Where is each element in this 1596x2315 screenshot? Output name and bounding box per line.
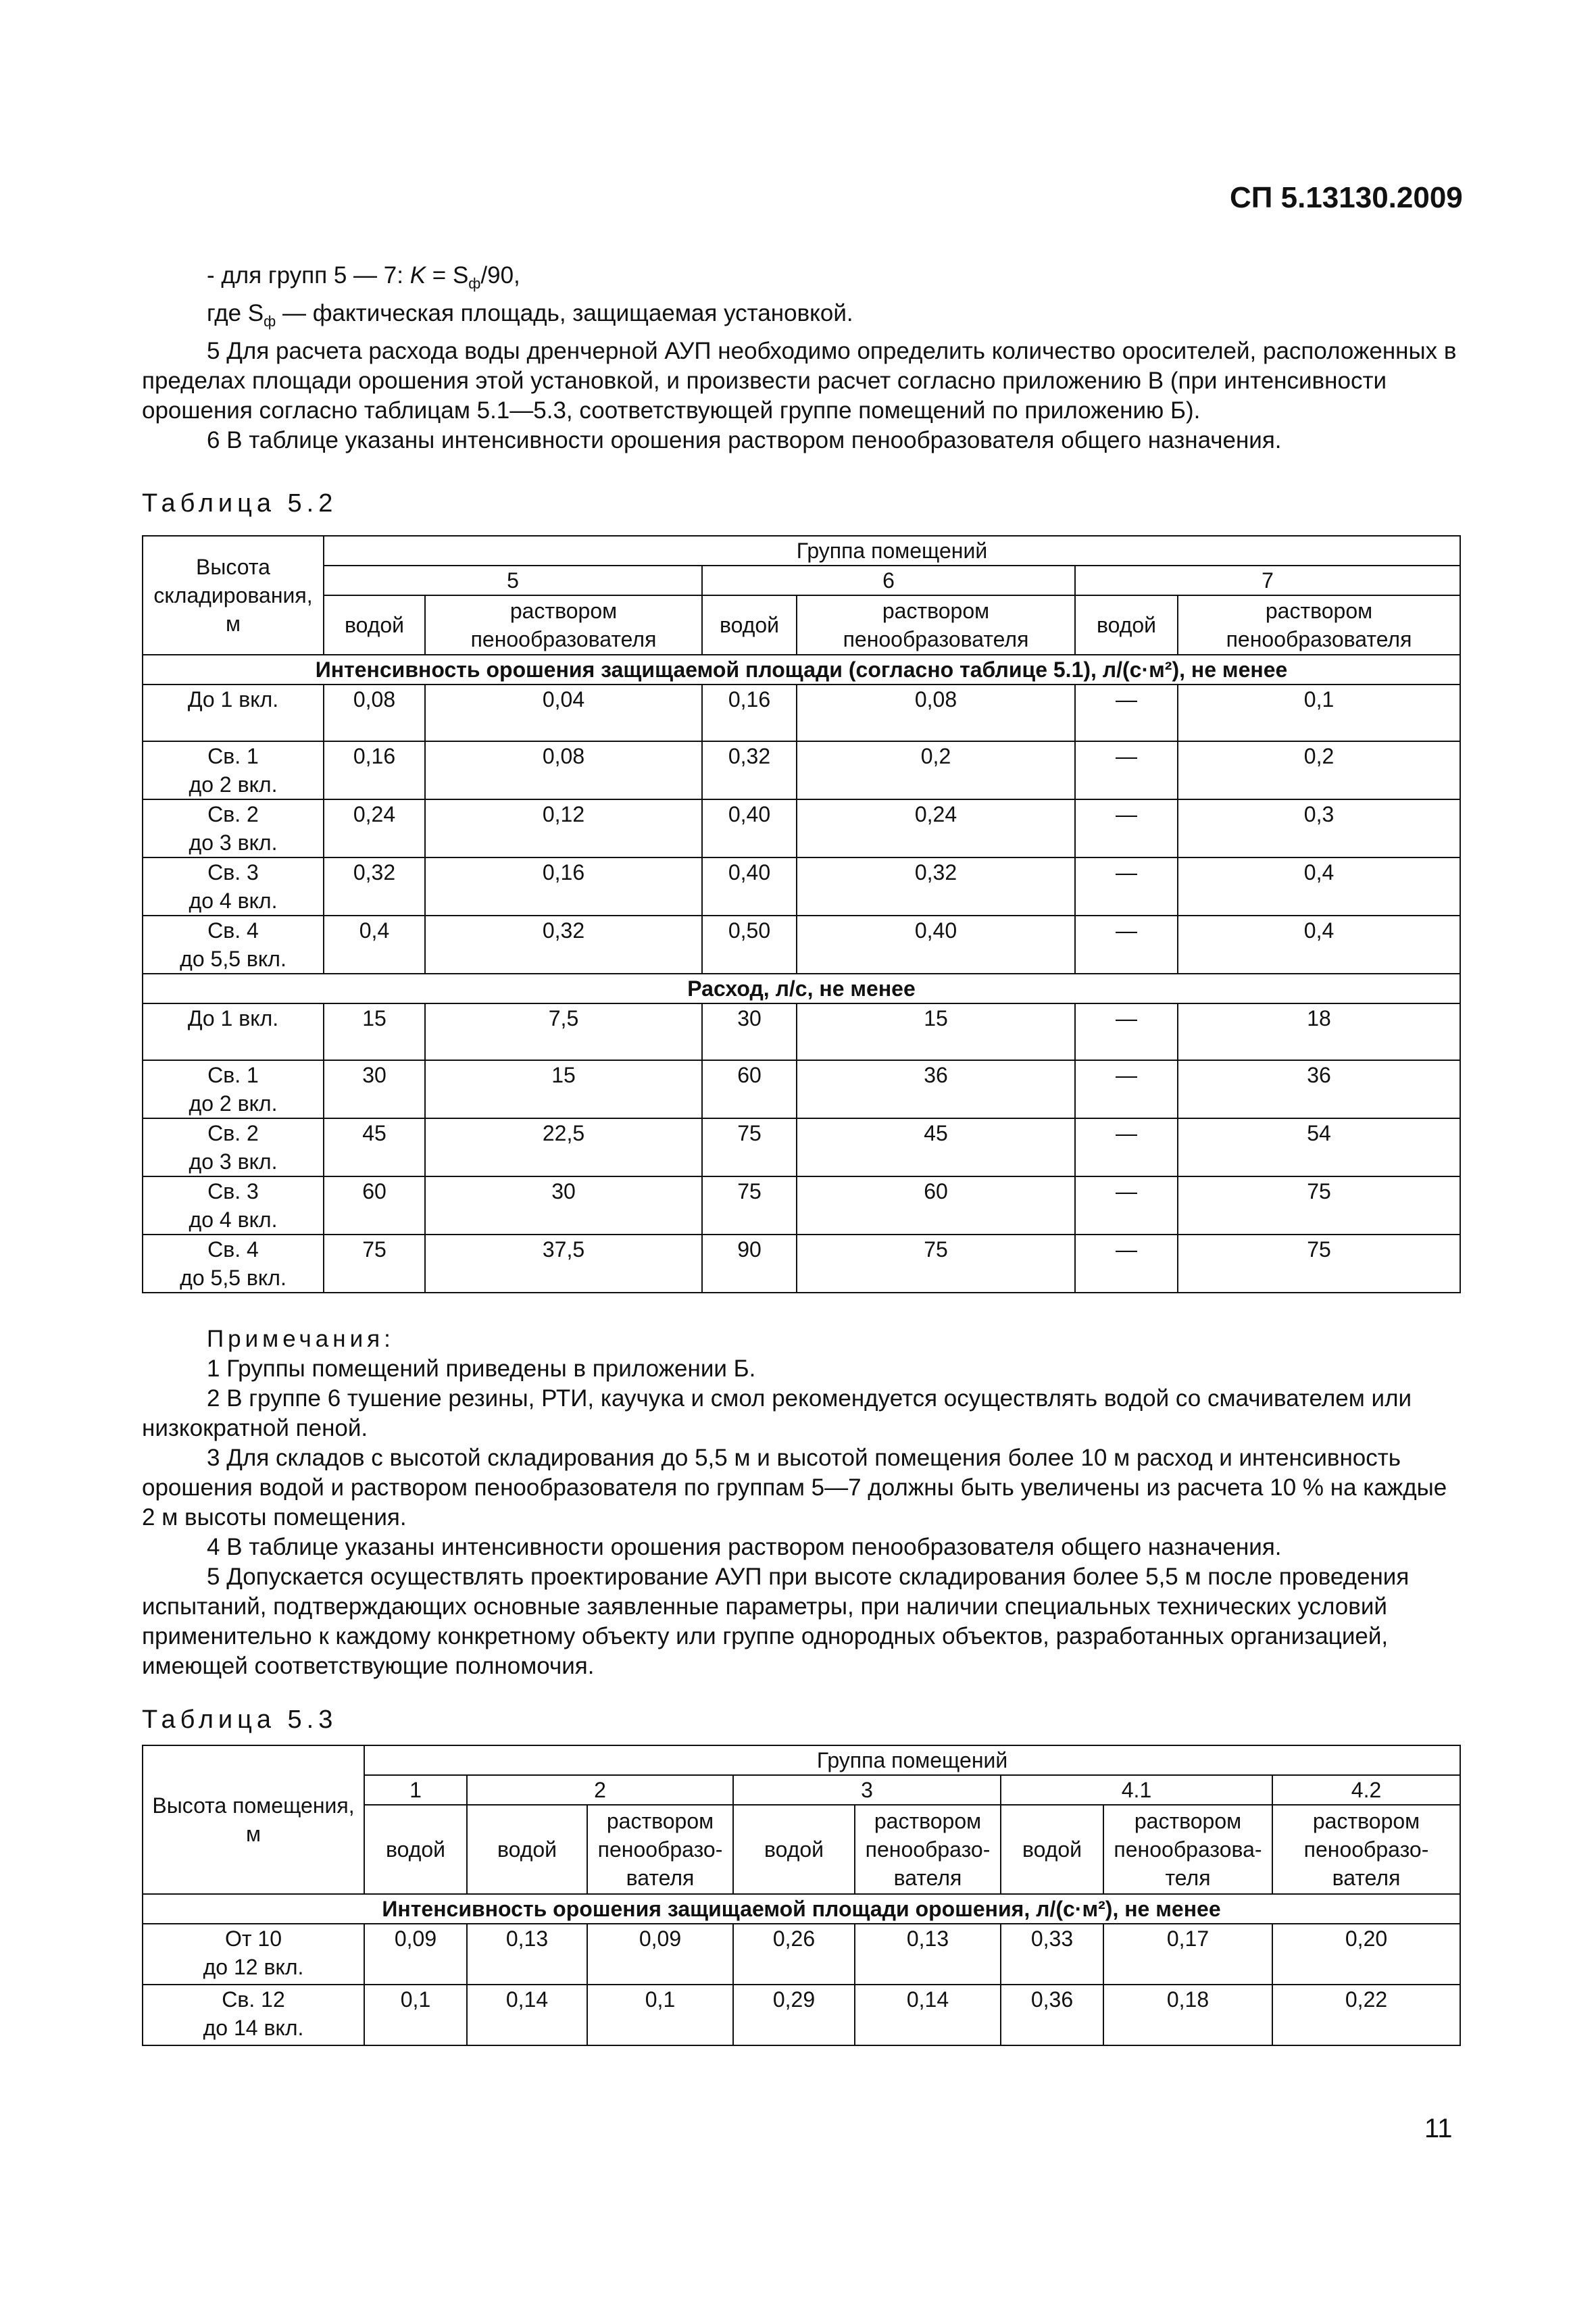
intro-text bbox=[142, 261, 1462, 455]
table-row bbox=[143, 799, 1460, 857]
table-cell: 0,32 bbox=[702, 741, 797, 799]
table-cell: 0,22 bbox=[1272, 1985, 1460, 2045]
table-cell: — bbox=[1075, 799, 1178, 857]
table-cell: — bbox=[1075, 1003, 1178, 1060]
table-cell: 0,17 bbox=[1103, 1924, 1272, 1985]
table-cell: 75 bbox=[1178, 1235, 1460, 1293]
t53-group-4-1: 4.1 bbox=[1001, 1775, 1272, 1805]
table-cell: 0,32 bbox=[797, 857, 1075, 916]
notes-title: Примечания: bbox=[207, 1326, 395, 1352]
table-cell: 54 bbox=[1178, 1118, 1460, 1176]
t52-sub-water: водой bbox=[1075, 595, 1178, 655]
table-cell: 37,5 bbox=[425, 1235, 702, 1293]
row-label-line1: Св. 12 bbox=[222, 1987, 285, 2012]
row-label-line1: Св. 1 bbox=[207, 744, 259, 768]
table-cell: — bbox=[1075, 1118, 1178, 1176]
table-cell: 0,24 bbox=[797, 799, 1075, 857]
notes-block bbox=[142, 1324, 1462, 1681]
t53-sub-water: водой bbox=[733, 1805, 855, 1894]
row-label-line2: до 3 вкл. bbox=[189, 1149, 278, 1174]
table-cell: 45 bbox=[797, 1118, 1075, 1176]
row-height-label bbox=[143, 799, 324, 857]
t52-flow-rows bbox=[143, 1003, 1460, 1293]
t52-sub-water: водой bbox=[702, 595, 797, 655]
t53-sub-water: водой bbox=[364, 1805, 467, 1894]
t52-group-5: 5 bbox=[324, 566, 702, 595]
row-label-line1: До 1 вкл. bbox=[187, 1006, 279, 1030]
row-label-line2: до 4 вкл. bbox=[189, 889, 278, 913]
row-height-label bbox=[143, 1235, 324, 1293]
row-label-line1: Св. 2 bbox=[207, 802, 259, 826]
t53-group-1: 1 bbox=[364, 1775, 467, 1805]
table-cell: 0,32 bbox=[324, 857, 425, 916]
table-row bbox=[143, 741, 1460, 799]
table-cell: 0,16 bbox=[324, 741, 425, 799]
page-number: 11 bbox=[1424, 2114, 1453, 2143]
table-cell: 0,36 bbox=[1001, 1985, 1103, 2045]
row-label-line1: Св. 2 bbox=[207, 1121, 259, 1145]
table-cell: 0,1 bbox=[587, 1985, 733, 2045]
intro-line-2: где $S_ф$ — фактическая площадь, защищаемая установкой. bbox=[207, 300, 853, 330]
t52-band-flow: Расход, л/с, не менее bbox=[143, 974, 1460, 1003]
table-row bbox=[143, 1003, 1460, 1060]
table-cell: 0,32 bbox=[425, 916, 702, 974]
table-row bbox=[143, 1235, 1460, 1293]
t53-sub-foam: раствором пенообразо-вателя bbox=[855, 1805, 1001, 1894]
table-cell: — bbox=[1075, 857, 1178, 916]
t53-sub-foam: раствором пенообразова-теля bbox=[1103, 1805, 1272, 1894]
t52-sub-foam: раствором пенообразователя bbox=[425, 595, 702, 655]
table-cell: — bbox=[1075, 1176, 1178, 1235]
row-label-line1: До 1 вкл. bbox=[187, 687, 279, 712]
t52-header-group: Группа помещений bbox=[324, 536, 1460, 566]
table-cell: 0,08 bbox=[797, 684, 1075, 741]
row-height-label bbox=[143, 1003, 324, 1060]
table-cell: 0,14 bbox=[855, 1985, 1001, 2045]
table-cell: 0,4 bbox=[324, 916, 425, 974]
table-cell: 60 bbox=[797, 1176, 1075, 1235]
table-row bbox=[143, 1176, 1460, 1235]
table-cell: 0,3 bbox=[1178, 799, 1460, 857]
row-height-label bbox=[143, 1118, 324, 1176]
t52-sub-water: водой bbox=[324, 595, 425, 655]
note-item: 1 Группы помещений приведены в приложении Б. bbox=[207, 1355, 756, 1382]
table-cell: 36 bbox=[1178, 1060, 1460, 1118]
table-cell: 0,2 bbox=[797, 741, 1075, 799]
table-cell: 75 bbox=[797, 1235, 1075, 1293]
table-cell: 0,50 bbox=[702, 916, 797, 974]
row-label-line2: до 14 вкл. bbox=[203, 2016, 304, 2040]
table-cell: 0,16 bbox=[425, 857, 702, 916]
t53-group-3: 3 bbox=[733, 1775, 1001, 1805]
t53-group-4-2: 4.2 bbox=[1272, 1775, 1460, 1805]
note-item: 4 В таблице указаны интенсивности орошения раствором пенообразователя общего назначения. bbox=[207, 1534, 1282, 1560]
document-code: СП 5.13130.2009 bbox=[1230, 181, 1463, 214]
table-cell: 22,5 bbox=[425, 1118, 702, 1176]
table-cell: 90 bbox=[702, 1235, 797, 1293]
row-label-line2: до 2 вкл. bbox=[189, 772, 278, 797]
table-cell: — bbox=[1075, 916, 1178, 974]
table-cell: — bbox=[1075, 741, 1178, 799]
row-label-line2: до 12 вкл. bbox=[203, 1955, 304, 1979]
table-cell: 0,12 bbox=[425, 799, 702, 857]
table-cell: 0,09 bbox=[587, 1924, 733, 1985]
table-cell: 0,13 bbox=[467, 1924, 587, 1985]
row-label-line2: до 5,5 вкл. bbox=[180, 1266, 286, 1290]
row-height-label bbox=[143, 1176, 324, 1235]
table-cell: 0,08 bbox=[425, 741, 702, 799]
table-cell: 0,1 bbox=[364, 1985, 467, 2045]
table-cell: 75 bbox=[1178, 1176, 1460, 1235]
row-height-label bbox=[143, 1060, 324, 1118]
t52-group-7: 7 bbox=[1075, 566, 1460, 595]
row-label-line1: Св. 1 bbox=[207, 1063, 259, 1087]
table-cell: 75 bbox=[702, 1118, 797, 1176]
table-cell: 0,40 bbox=[702, 799, 797, 857]
row-label-line1: Св. 4 bbox=[207, 918, 259, 943]
t52-header-height: Высота складирования, м bbox=[143, 536, 324, 655]
table-5-2-caption: Таблица 5.2 bbox=[142, 489, 338, 518]
t53-group-2: 2 bbox=[467, 1775, 733, 1805]
row-height-label bbox=[143, 741, 324, 799]
table-row bbox=[143, 684, 1460, 741]
table-cell: — bbox=[1075, 1060, 1178, 1118]
table-cell: 0,13 bbox=[855, 1924, 1001, 1985]
t53-sub-water: водой bbox=[1001, 1805, 1103, 1894]
table-cell: 0,26 bbox=[733, 1924, 855, 1985]
table-row bbox=[143, 916, 1460, 974]
table-row bbox=[143, 1985, 1460, 2045]
table-cell: 75 bbox=[702, 1176, 797, 1235]
table-cell: 15 bbox=[324, 1003, 425, 1060]
table-cell: 0,29 bbox=[733, 1985, 855, 2045]
row-label-line2: до 3 вкл. bbox=[189, 830, 278, 855]
row-label-line1: Св. 3 bbox=[207, 860, 259, 885]
note-item: 2 В группе 6 тушение резины, РТИ, каучука и смол рекомендуется осуществлять водой со смачивателем или низкократной пеной. bbox=[142, 1385, 1412, 1441]
table-cell: 0,40 bbox=[797, 916, 1075, 974]
t53-header-group: Группа помещений bbox=[364, 1745, 1460, 1775]
table-cell: 0,09 bbox=[364, 1924, 467, 1985]
t52-band-intensity: Интенсивность орошения защищаемой площади (согласно таблице 5.1), л/(с·м²), не менее bbox=[143, 655, 1460, 684]
table-cell: 30 bbox=[324, 1060, 425, 1118]
table-cell: 36 bbox=[797, 1060, 1075, 1118]
table-cell: 0,14 bbox=[467, 1985, 587, 2045]
table-cell: — bbox=[1075, 684, 1178, 741]
table-cell: 0,1 bbox=[1178, 684, 1460, 741]
table-cell: 30 bbox=[702, 1003, 797, 1060]
row-label-line2: до 4 вкл. bbox=[189, 1208, 278, 1232]
table-cell: 0,4 bbox=[1178, 857, 1460, 916]
table-cell: 0,18 bbox=[1103, 1985, 1272, 2045]
row-label-line1: Св. 3 bbox=[207, 1179, 259, 1203]
table-cell: 0,08 bbox=[324, 684, 425, 741]
table-cell: 45 bbox=[324, 1118, 425, 1176]
t52-sub-foam: раствором пенообразователя bbox=[797, 595, 1075, 655]
t53-band-intensity: Интенсивность орошения защищаемой площади орошения, л/(с·м²), не менее bbox=[143, 1894, 1460, 1924]
table-cell: 0,40 bbox=[702, 857, 797, 916]
table-5-2 bbox=[142, 535, 1461, 1293]
table-cell: 30 bbox=[425, 1176, 702, 1235]
table-cell: 75 bbox=[324, 1235, 425, 1293]
note-item: 5 Допускается осуществлять проектирование АУП при высоте складирования более 5,5 м после проведения испытаний, подтверждающих основные заявленные параметры, при наличии специальных технических условий применительно к каждому конкретному объекту или группе однородных объектов, разработанных организацией, имеющей соответствующие полномочия. bbox=[142, 1564, 1410, 1679]
table-cell: 60 bbox=[324, 1176, 425, 1235]
table-cell: 0,33 bbox=[1001, 1924, 1103, 1985]
table-cell: 0,4 bbox=[1178, 916, 1460, 974]
note-item: 3 Для складов с высотой складирования до 5,5 м и высотой помещения более 10 м расход и интенсивность орошения водой и раствором пенообразователя по группам 5—7 должны быть увеличены из расчета 10 % на каждые 2 м высоты помещения. bbox=[142, 1445, 1447, 1530]
row-height-label bbox=[143, 857, 324, 916]
table-cell: 0,20 bbox=[1272, 1924, 1460, 1985]
t52-sub-foam: раствором пенообразователя bbox=[1178, 595, 1460, 655]
row-height-label bbox=[143, 684, 324, 741]
table-cell: 0,24 bbox=[324, 799, 425, 857]
row-label-line2: до 2 вкл. bbox=[189, 1091, 278, 1116]
row-label-line2: до 5,5 вкл. bbox=[180, 947, 286, 971]
t53-sub-foam: раствором пенообразо-вателя bbox=[587, 1805, 733, 1894]
table-cell: 0,16 bbox=[702, 684, 797, 741]
table-cell: 0,2 bbox=[1178, 741, 1460, 799]
row-label-line1: Св. 4 bbox=[207, 1237, 259, 1262]
intro-note-6: 6 В таблице указаны интенсивности орошения раствором пенообразователя общего назначения. bbox=[207, 427, 1282, 453]
intro-line-1: - для групп 5 — 7: $K = S_ф/90$, bbox=[207, 262, 520, 292]
t53-header-height: Высота помещения, м bbox=[143, 1745, 364, 1894]
table-cell: 15 bbox=[797, 1003, 1075, 1060]
table-cell: 0,04 bbox=[425, 684, 702, 741]
row-height-label bbox=[143, 916, 324, 974]
row-label-line1: От 10 bbox=[224, 1926, 282, 1951]
t52-intensity-rows bbox=[143, 684, 1460, 974]
table-row bbox=[143, 1060, 1460, 1118]
table-cell: — bbox=[1075, 1235, 1178, 1293]
table-row bbox=[143, 1924, 1460, 1985]
table-cell: 15 bbox=[425, 1060, 702, 1118]
table-cell: 7,5 bbox=[425, 1003, 702, 1060]
intro-note-5: 5 Для расчета расхода воды дренчерной АУП необходимо определить количество оросителей, расположенных в пределах площади орошения этой установкой, и произвести расчет согласно приложению В (при интенсивности орошения согласно таблицам 5.1—5.3, соответствующей группе помещений по приложению Б). bbox=[142, 338, 1457, 424]
table-5-3-caption: Таблица 5.3 bbox=[142, 1706, 338, 1734]
row-height-label bbox=[143, 1985, 364, 2045]
table-cell: 18 bbox=[1178, 1003, 1460, 1060]
t53-sub-foam: раствором пенообразо-вателя bbox=[1272, 1805, 1460, 1894]
table-row bbox=[143, 1118, 1460, 1176]
t52-group-6: 6 bbox=[702, 566, 1075, 595]
row-height-label bbox=[143, 1924, 364, 1985]
table-row bbox=[143, 857, 1460, 916]
t53-data-rows bbox=[143, 1924, 1460, 2045]
table-cell: 60 bbox=[702, 1060, 797, 1118]
t53-sub-water: водой bbox=[467, 1805, 587, 1894]
table-5-3 bbox=[142, 1745, 1461, 2046]
